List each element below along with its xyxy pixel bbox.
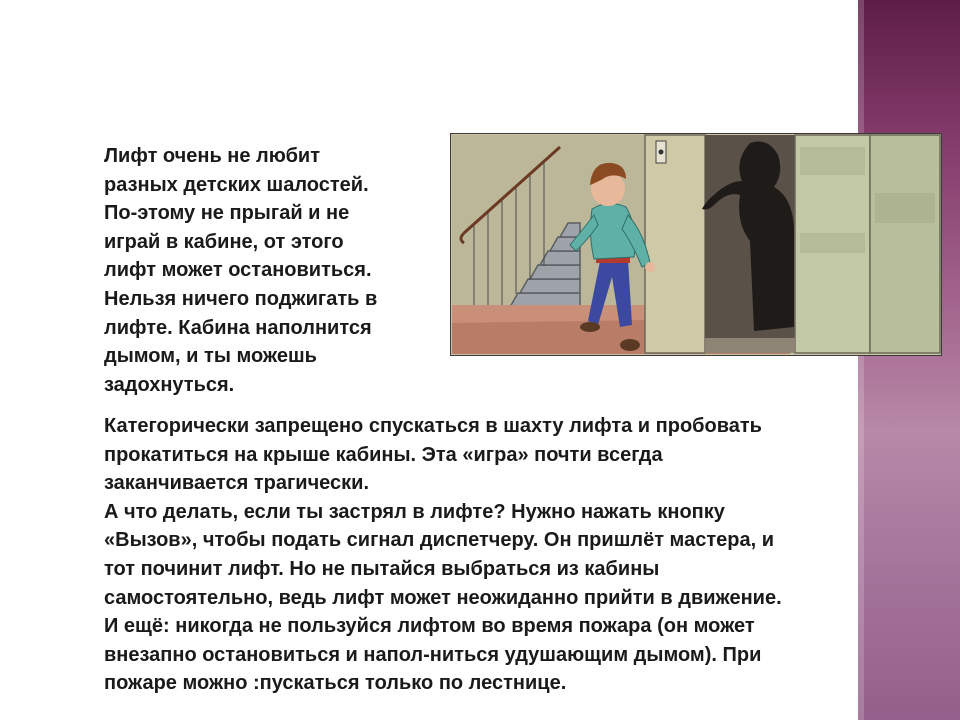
text-line: внезапно остановиться и напол-ниться удушающим дымом). При — [104, 643, 762, 666]
text-line: играй в кабине, от этого — [104, 230, 344, 253]
text-line: тот починит лифт. Но не пытайся выбраться из кабины — [104, 557, 660, 580]
text-line: Лифт очень не любит — [104, 145, 321, 167]
text-line: Нельзя ничего поджигать в — [104, 287, 378, 310]
text-line: А что делать, если ты застрял в лифте? Нужно нажать кнопку — [104, 500, 725, 523]
paragraph-elevator-pranks — [104, 142, 377, 399]
text-line: лифте. Кабина наполнится — [104, 316, 372, 339]
text-line: И ещё: никогда не пользуйся лифтом во время пожара (он может — [104, 615, 755, 638]
text-line: лифт может остановиться. — [104, 259, 372, 282]
text-line: заканчивается трагически. — [104, 472, 370, 495]
text-line: разных детских шалостей. — [104, 173, 369, 196]
text-line: Категорически запрещено спускаться в шахту лифта и пробовать — [104, 415, 762, 437]
text-line: «Вызов», чтобы подать сигнал диспетчеру. Он пришлёт мастера, и — [104, 529, 774, 552]
decorative-side-band — [858, 0, 960, 720]
text-line: дымом, и ты можешь — [104, 345, 317, 368]
text-line: пожаре можно :пускаться только по лестнице. — [104, 672, 567, 695]
paragraph-elevator-safety-rules — [104, 412, 782, 698]
text-line: самостоятельно, ведь лифт может неожиданно прийти в движение. — [104, 586, 782, 609]
elevator-stranger-illustration — [450, 133, 942, 356]
text-line: задохнуться. — [104, 373, 235, 396]
text-line: прокатиться на крыше кабины. Эта «игра» почти всегда — [104, 443, 663, 466]
text-line: По-этому не прыгай и не — [104, 202, 350, 225]
